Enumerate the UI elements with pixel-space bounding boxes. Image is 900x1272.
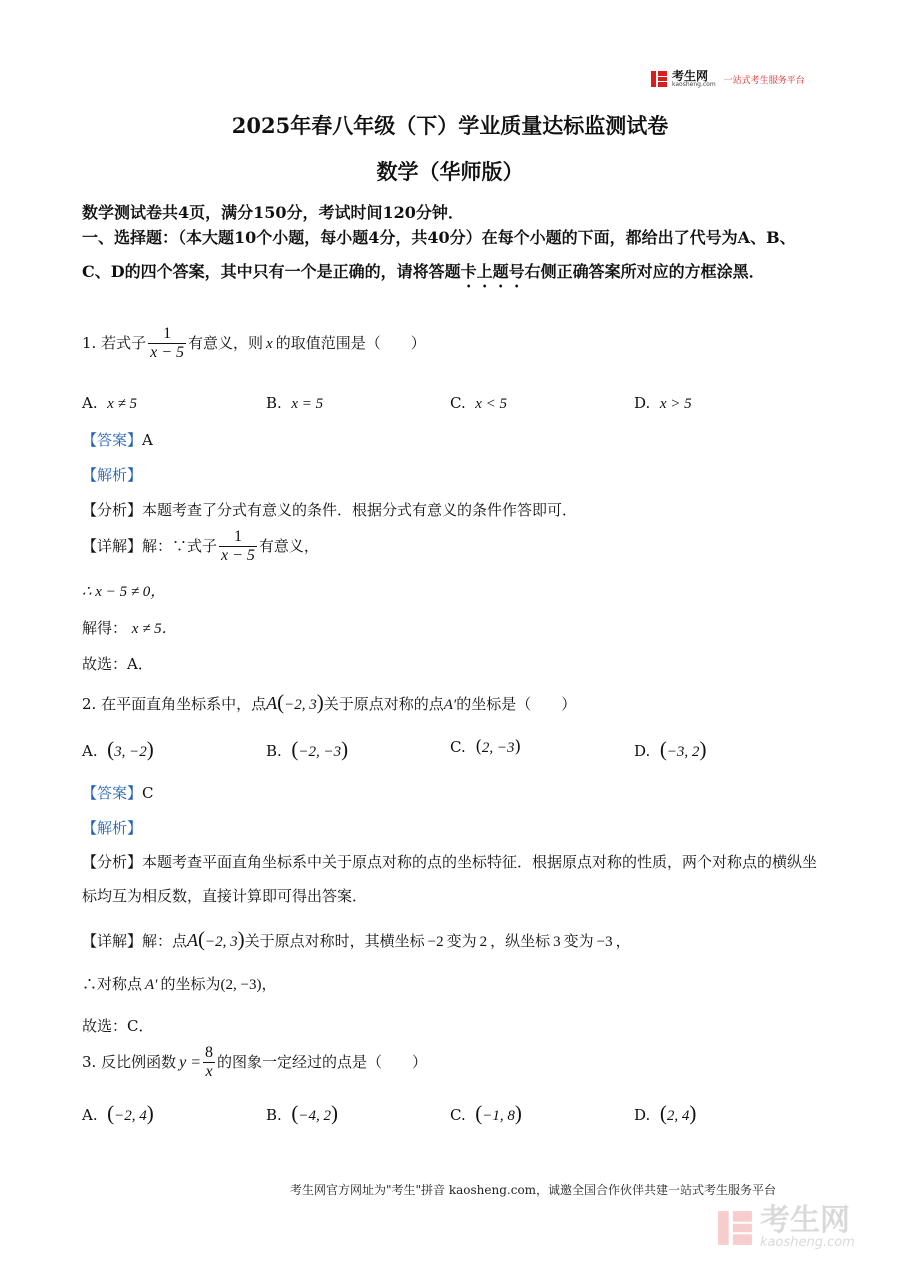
section-1-text-dotted: 卡上题号 (460, 262, 525, 281)
q3-option-a[interactable]: A. (−2, 4) (82, 1101, 154, 1125)
footer-text: 考生网官方网址为"考生"拼音 kaosheng.com，诚邀全国合作伙伴共建一站式考生服务平台 (290, 1183, 777, 1197)
option-label: A. (82, 742, 98, 760)
q1-fenxi: 【分析】本题考查了分式有意义的条件．根据分式有意义的条件作答即可． (82, 501, 578, 519)
q3-pre: 反比例函数 (101, 1052, 177, 1071)
q2-fenxi: 【分析】本题考查平面直角坐标系中关于原点对称的点的坐标特征．根据原点对称的性质，两个对称点的横纵坐标均互为相反数，直接计算即可得出答案． (82, 853, 818, 905)
footer-watermark (716, 1203, 855, 1250)
q1-detail-fraction (219, 528, 257, 566)
q1-detail (82, 528, 319, 566)
q2-step-1-value: (2, −3) (220, 977, 262, 993)
question-1 (82, 325, 426, 363)
q1-detail-post: 有意义， (258, 536, 319, 555)
section-1-text-b: 右侧正确答案所对应的方框涂黑． (524, 262, 765, 281)
q1-option-c[interactable] (450, 394, 507, 413)
logo-icon (650, 70, 668, 88)
q2-option-c[interactable]: C. (2, −3) (450, 737, 522, 757)
answer-value: C (142, 784, 154, 802)
option-value: 2, −3 (481, 740, 515, 756)
q2-option-b[interactable]: B. (−2, −3) (266, 737, 349, 761)
option-label: B. (266, 394, 282, 412)
q2-detail-t3: 变为 (563, 932, 594, 950)
q2-step-1-point: A′ (145, 977, 158, 993)
q2-detail-v1: −2 (427, 934, 444, 950)
q2-coord: −2, 3 (284, 697, 317, 713)
q2-detail: 【详解】解：点A(−2, 3)关于原点对称时，其横坐标 −2 变为 2 ，纵坐标 3 变为 −3 ， (82, 927, 631, 951)
option-value: −2, −3 (298, 744, 342, 760)
q1-option-a[interactable] (82, 394, 137, 413)
q2-detail-t1: 变为 (446, 932, 477, 950)
q2-point: A (266, 693, 278, 713)
q2-detail-mid: 关于原点对称时，其横坐标 (244, 932, 425, 950)
q1-answer (82, 429, 153, 450)
q2-choose: 故选：C． (82, 1017, 154, 1035)
option-value: x > 5 (659, 396, 692, 412)
q2-option-a[interactable]: A. (3, −2) (82, 737, 154, 761)
q2-point-prime: A′ (443, 697, 457, 713)
q1-frac-num: 1 (163, 325, 172, 342)
option-label: C. (450, 1106, 466, 1124)
q2-analysis-label: 【解析】 (82, 819, 143, 837)
q2-pre: 在平面直角坐标系中，点 (101, 695, 267, 713)
q2-detail-t2: ，纵坐标 (490, 932, 551, 950)
section-1-text-a: 一、选择题：（本大题10个小题，每小题4分，共40分）在每个小题的下面，都给出了代号为A、B、C、D的四个答案，其中只有一个是正确的，请将答题 (82, 228, 796, 281)
q1-post: 的取值范围是（ ） (275, 333, 426, 352)
option-value: −4, 2 (298, 1108, 331, 1124)
option-label: D. (634, 1106, 651, 1124)
q1-step-1: ∴ x − 5 ≠ 0， (82, 584, 166, 600)
option-label: B. (266, 1106, 282, 1124)
q2-detail-pre: 【详解】解：点 (82, 932, 188, 950)
q1-var: x (266, 335, 273, 352)
option-value: −2, 4 (114, 1108, 147, 1124)
watermark-cn: 考生网 (760, 1203, 850, 1238)
answer-label: 【答案】 (82, 431, 143, 449)
logo-slogan: 一站式考生服务平台 (723, 75, 805, 86)
q2-post2: 的坐标是（ ） (456, 695, 577, 713)
q1-number: 1. (82, 333, 97, 352)
q1-fraction (148, 325, 186, 363)
q1-detail-frac-num: 1 (233, 528, 242, 545)
option-value: x < 5 (475, 396, 508, 412)
q1-option-b[interactable] (266, 394, 323, 413)
answer-value: A (142, 431, 153, 449)
q2-step-1 (82, 973, 276, 994)
option-value: x = 5 (291, 396, 324, 412)
q1-pre: 若式子 (101, 333, 147, 352)
q3-fraction (203, 1044, 215, 1082)
q2-detail-v4: −3 (596, 934, 613, 950)
q2-number: 2. (82, 695, 97, 713)
page-subtitle: 数学（华师版） (376, 159, 524, 184)
q1-step-2-label: 解得： (82, 619, 128, 637)
q2-detail-point: A (187, 930, 199, 950)
q2-detail-v3: 3 (553, 934, 561, 950)
q3-frac-num: 8 (205, 1044, 214, 1061)
q1-option-d[interactable] (634, 394, 692, 413)
q1-choose: 故选：A． (82, 655, 153, 673)
q2-step-1-pre: ∴对称点 (82, 975, 143, 993)
q2-detail-coord: −2, 3 (205, 934, 238, 950)
question-3 (82, 1044, 427, 1082)
q2-answer (82, 782, 154, 803)
q3-option-d[interactable]: D. (2, 4) (634, 1101, 697, 1125)
option-value: x ≠ 5 (107, 396, 138, 412)
q2-option-d[interactable]: D. (−3, 2) (634, 737, 707, 761)
option-label: B. (266, 742, 282, 760)
exam-intro: 数学测试卷共4页，满分150分，考试时间120分钟． (82, 203, 464, 222)
q3-number: 3. (82, 1052, 97, 1071)
section-1-instructions (82, 221, 822, 291)
logo-en: kaosheng.com (672, 81, 716, 88)
q2-step-1-end: ， (261, 975, 277, 993)
option-value: 2, 4 (666, 1108, 690, 1124)
watermark-logo-icon (716, 1209, 754, 1247)
logo-cn: 考生网 (672, 69, 709, 83)
page-title: 2025年春八年级（下）学业质量达标监测试卷 (231, 113, 669, 138)
question-2: 2. 在平面直角坐标系中，点A(−2, 3)关于原点对称的点A′的坐标是（ ） (82, 690, 577, 714)
option-value: −1, 8 (482, 1108, 515, 1124)
q3-option-c[interactable]: C. (−1, 8) (450, 1101, 522, 1125)
q1-step-2 (82, 617, 177, 638)
q3-func-lhs: y = (179, 1053, 202, 1071)
q1-analysis-label: 【解析】 (82, 466, 143, 484)
q2-detail-end: ， (615, 932, 631, 950)
option-value: −3, 2 (666, 744, 700, 760)
q1-detail-frac-den: x − 5 (221, 547, 255, 565)
option-label: C. (450, 738, 466, 756)
watermark-en: kaosheng.com (760, 1235, 855, 1250)
option-label: A. (82, 1106, 98, 1124)
option-value: 3, −2 (114, 744, 147, 760)
answer-label: 【答案】 (82, 784, 143, 802)
q3-option-b[interactable]: B. (−4, 2) (266, 1101, 338, 1125)
q1-mid: 有意义，则 (188, 333, 264, 352)
q3-post: 的图象一定经过的点是（ ） (217, 1052, 428, 1071)
header-logo (650, 70, 805, 88)
option-label: D. (634, 742, 651, 760)
option-label: D. (634, 394, 651, 412)
q2-post: 关于原点对称的点 (323, 695, 444, 713)
q1-frac-den: x − 5 (150, 344, 185, 362)
q1-detail-pre: 【详解】解：∵式子 (82, 536, 218, 555)
q2-step-1-mid: 的坐标为 (160, 975, 221, 993)
q3-frac-den: x (205, 1063, 213, 1081)
option-label: C. (450, 394, 466, 412)
q2-detail-v2: 2 (479, 934, 488, 950)
q1-step-2-value: x ≠ 5． (131, 621, 177, 637)
option-label: A. (82, 394, 98, 412)
